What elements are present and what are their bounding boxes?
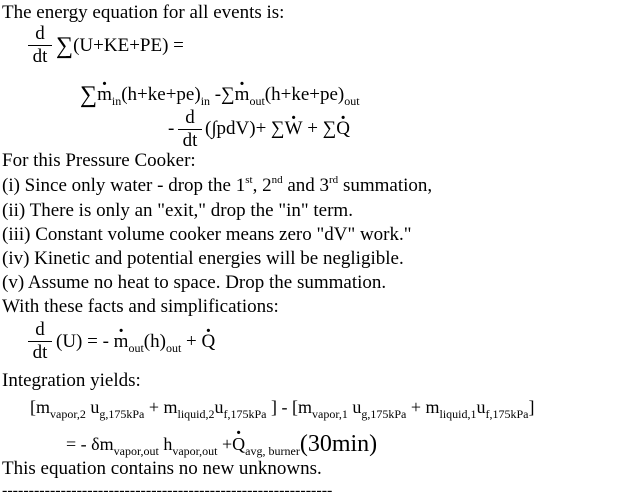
ddt-fraction-1 <box>28 24 52 67</box>
integrated-lhs: [$m_{vapor,2}$ $u_{g,175kPa} + m_{liquid,2}u_{f,175kPa}$ ] - [$m_{vapor,1}$ $u_{g,175kPa} + m_{liquid,1}u_{f,175kPa}$] <box>30 397 535 421</box>
item-2: (ii) There is only an "exit," drop the "in" term. <box>2 200 353 221</box>
item-4: (iv) Kinetic and potential energies will be negligible. <box>2 248 404 269</box>
ddt-fraction-2: d dt <box>178 108 202 151</box>
energy-sum-lhs: ∑(U+KE+PE) = <box>56 33 184 59</box>
mass-flow-terms: ∑. $m_{in}(h+ke+pe)_{in}$ -∑. $m_{out}(h+ke+pe)_{out}$ <box>80 82 360 107</box>
integrated-rhs: = - $\delta m_{vapor,out}$ $h_{vapor,out}$ +. $Q_{avg, burner}(30\min)$ <box>66 432 377 457</box>
conclusion-line: This equation contains no new unknowns. <box>2 458 322 479</box>
facts-line: With these facts and simplifications: <box>2 296 279 317</box>
ddt-fraction-3: d dt <box>28 320 52 363</box>
row3-minus: - <box>168 118 175 139</box>
item-3: (iii) Constant volume cooker means zero "dV" work." <box>2 224 412 245</box>
item-5: (v) Assume no heat to space. Drop the summation. <box>2 272 387 293</box>
ddt-num: d <box>35 23 45 44</box>
divider-rule: -------------------------------------------------------------- <box>2 482 333 499</box>
ddt-den: dt <box>32 46 48 67</box>
simplified-equation: (U) = - . $m_{out}(h)_{out}$ + . Q <box>56 331 215 354</box>
work-heat-terms: (∫pdV)+ ∑. W + ∑. Q <box>205 118 350 140</box>
integration-line: Integration yields: <box>2 370 141 391</box>
item-1: (i) Since only water - drop the 1st, 2nd and 3rd summation, <box>2 174 433 196</box>
intro-line: The energy equation for all events is: <box>2 2 285 23</box>
for-cooker-line: For this Pressure Cooker: <box>2 150 196 171</box>
